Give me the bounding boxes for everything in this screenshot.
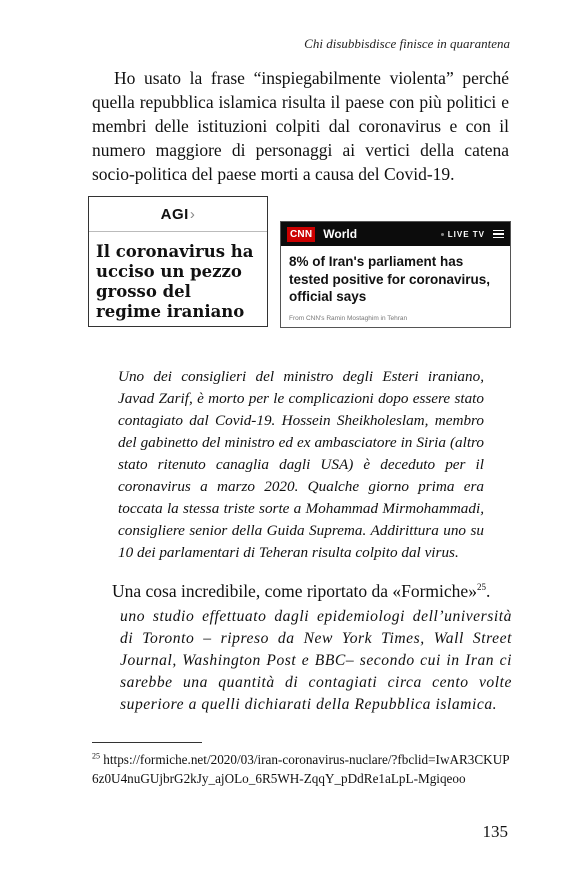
live-dot-icon bbox=[441, 233, 444, 236]
agi-headline: Il coronavirus ha ucciso un pezzo grosso del regime iraniano bbox=[96, 242, 254, 321]
formiche-paragraph bbox=[112, 580, 512, 602]
footnote-divider bbox=[92, 742, 202, 743]
agi-logo bbox=[89, 197, 267, 232]
italic-quote-paragraph: uno studio effettuato dagli epidemiologi dell’università di Toronto – ripreso da New York Times, Wall Street Journal, Washington Post e BBC– secondo cui in Iran ci sarebbe una quantità di contagiati circa cento volte superiore a quelli dichiarati della Repubblica islamica. bbox=[120, 608, 512, 713]
cnn-nav-bar bbox=[281, 222, 510, 246]
cnn-section-label: World bbox=[323, 227, 358, 241]
formiche-text: Una cosa incredibile, come riportato da «Formiche» bbox=[112, 581, 477, 601]
agi-logo-text: AGI bbox=[160, 205, 189, 223]
cnn-news-screenshot bbox=[280, 221, 511, 328]
footnote-reference: 25 bbox=[476, 582, 486, 593]
cnn-headline: 8% of Iran's parliament has tested positive for coronavirus, official says bbox=[289, 254, 491, 304]
agi-news-screenshot bbox=[88, 196, 268, 327]
chevron-right-icon: › bbox=[189, 205, 196, 223]
formiche-period: . bbox=[485, 581, 491, 601]
footnote-number: 25 bbox=[92, 751, 100, 761]
body-paragraph: Ho usato la frase “inspiegabilmente violenta” perché quella repubblica islamica risulta il paese con più politici e membri delle istituzioni colpiti dal coronavirus e con il numero maggiore di personaggi ai vertici della catena socio-politica del paese morti a causa del Covid-19. bbox=[92, 68, 509, 184]
footnote-url: https://formiche.net/2020/03/iran-coronavirus-nuclare/?fbclid=IwAR3CKUP6z0U4nuGUjbrG2kJy_ajOLo_6R5WH-ZqqY_pDdRe1aLpL-Mgiqeoo bbox=[92, 752, 510, 786]
cnn-byline: From CNN's Ramin Mostaghim in Tehran bbox=[289, 314, 408, 322]
live-tv-label: LIVE TV bbox=[447, 229, 485, 239]
running-header: Chi disubbisdisce finisce in quarantena bbox=[304, 36, 510, 51]
page-number: 135 bbox=[482, 822, 508, 841]
footnote bbox=[92, 750, 510, 788]
cnn-logo: CNN bbox=[287, 227, 315, 242]
italic-caption-paragraph: Uno dei consiglieri del ministro degli Esteri iraniano, Javad Zarif, è morto per le complicazioni dopo essere stato contagiato dal Covid-19. Hossein Sheikholeslam, membro del gabinetto del ministro ed ex ambasciatore in Siria (altro stato ritenuto canaglia dagli USA) è deceduto per il coronavirus a marzo 2020. Qualche giorno prima era toccata la stessa triste sorte a Mohammad Mirmohammadi, consigliere senior della Guida Suprema. Addirittura uno su 10 dei parlamentari di Teheran risulta colpito dal virus. bbox=[118, 368, 484, 561]
hamburger-menu-icon bbox=[493, 230, 504, 239]
